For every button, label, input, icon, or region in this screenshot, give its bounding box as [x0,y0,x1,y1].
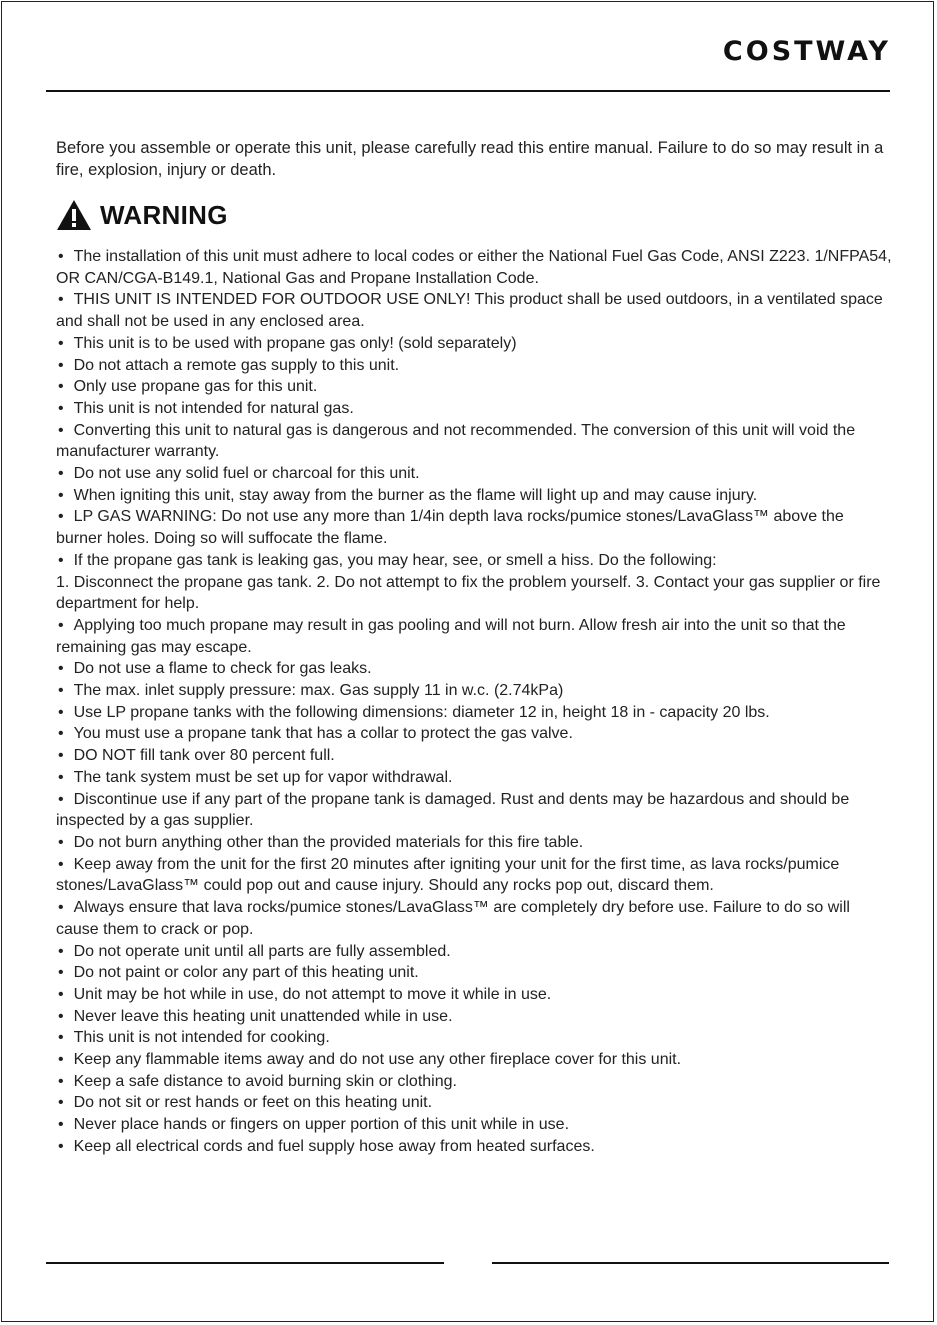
list-item: • Do not operate unit until all parts are fully assembled. [58,942,451,960]
list-item: • Keep all electrical cords and fuel supply hose away from heated surfaces. [58,1137,595,1155]
leak-steps: 1. Disconnect the propane gas tank. 2. Do not attempt to fix the problem yourself. 3. Contact your gas supplier or fire department for help. [56,573,881,613]
list-item: • The tank system must be set up for vapor withdrawal. [58,768,453,786]
list-item: • The installation of this unit must adhere to local codes or either the National Fuel Gas Code, ANSI Z223. 1/NFPA54, OR CAN/CGA-B149.1, National Gas and Propane Installation Code. [56,248,892,287]
list-item: • Unit may be hot while in use, do not attempt to move it while in use. [58,985,552,1003]
list-item: • Never leave this heating unit unattended while in use. [58,1007,453,1025]
list-item: • LP GAS WARNING: Do not use any more than 1/4in depth lava rocks/pumice stones/LavaGlass™ above the burner holes. Doing so will suffocate the flame. [56,508,844,548]
warning-list [56,246,892,1158]
list-item: • You must use a propane tank that has a collar to protect the gas valve. [58,725,573,743]
list-item: • Converting this unit to natural gas is dangerous and not recommended. The conversion of this unit will void the manufacturer warranty. [56,421,856,461]
list-item: • The max. inlet supply pressure: max. Gas supply 11 in w.c. (2.74kPa) [58,682,564,700]
list-item: • Do not paint or color any part of this heating unit. [58,964,419,982]
intro-paragraph: Before you assemble or operate this unit, please carefully read this entire manual. Failure to do so may result in a fire, explosion, injury or death. [56,139,884,179]
list-item: • Applying too much propane may result in gas pooling and will not burn. Allow fresh air into the unit so that the remaining gas may escape. [56,616,846,656]
list-item: • Do not attach a remote gas supply to this unit. [58,356,400,374]
list-item: • Do not use a flame to check for gas leaks. [58,660,372,678]
list-item: • Discontinue use if any part of the propane tank is damaged. Rust and dents may be hazardous and should be inspected by a gas supplier. [56,790,850,830]
footer-rule-right [492,1262,889,1264]
list-item: • This unit is not intended for natural gas. [58,399,354,417]
warning-label: WARNING [100,199,228,230]
list-item: • If the propane gas tank is leaking gas, you may hear, see, or smell a hiss. Do the following: [58,551,717,569]
header-rule [46,90,890,92]
list-item: • Do not burn anything other than the provided materials for this fire table. [58,833,584,851]
list-item: • This unit is to be used with propane gas only! (sold separately) [58,334,517,352]
warning-triangle-icon [56,199,92,231]
list-item: • Keep away from the unit for the first 20 minutes after igniting your unit for the first time, as lava rocks/pumice stones/LavaGlass™ could pop out and cause injury. Should any rocks pop out, discard them. [56,855,840,895]
list-item: • DO NOT fill tank over 80 percent full. [58,747,335,765]
warning-heading [56,199,228,231]
list-item: • Always ensure that lava rocks/pumice stones/LavaGlass™ are completely dry before use. Failure to do so will cause them to crack or pop. [56,899,850,938]
list-item: • Never place hands or fingers on upper portion of this unit while in use. [58,1116,570,1134]
list-item: • Keep a safe distance to avoid burning skin or clothing. [58,1072,457,1090]
footer-rule-left [46,1262,444,1264]
brand-logo: COSTWAY [722,36,891,67]
list-item: • Use LP propane tanks with the following dimensions: diameter 12 in, height 18 in - capacity 20 lbs. [58,703,770,721]
list-item: • Do not use any solid fuel or charcoal for this unit. [58,465,420,483]
list-item: • Only use propane gas for this unit. [58,378,318,396]
list-item: • Do not sit or rest hands or feet on this heating unit. [58,1094,433,1112]
list-item: • THIS UNIT IS INTENDED FOR OUTDOOR USE ONLY! This product shall be used outdoors, in a ventilated space and shall not be used in any enclosed area. [56,291,883,331]
list-item: • Keep any flammable items away and do not use any other fireplace cover for this unit. [58,1051,682,1069]
list-item: • This unit is not intended for cooking. [58,1029,330,1047]
list-item: • When igniting this unit, stay away from the burner as the flame will light up and may cause injury. [58,486,758,504]
